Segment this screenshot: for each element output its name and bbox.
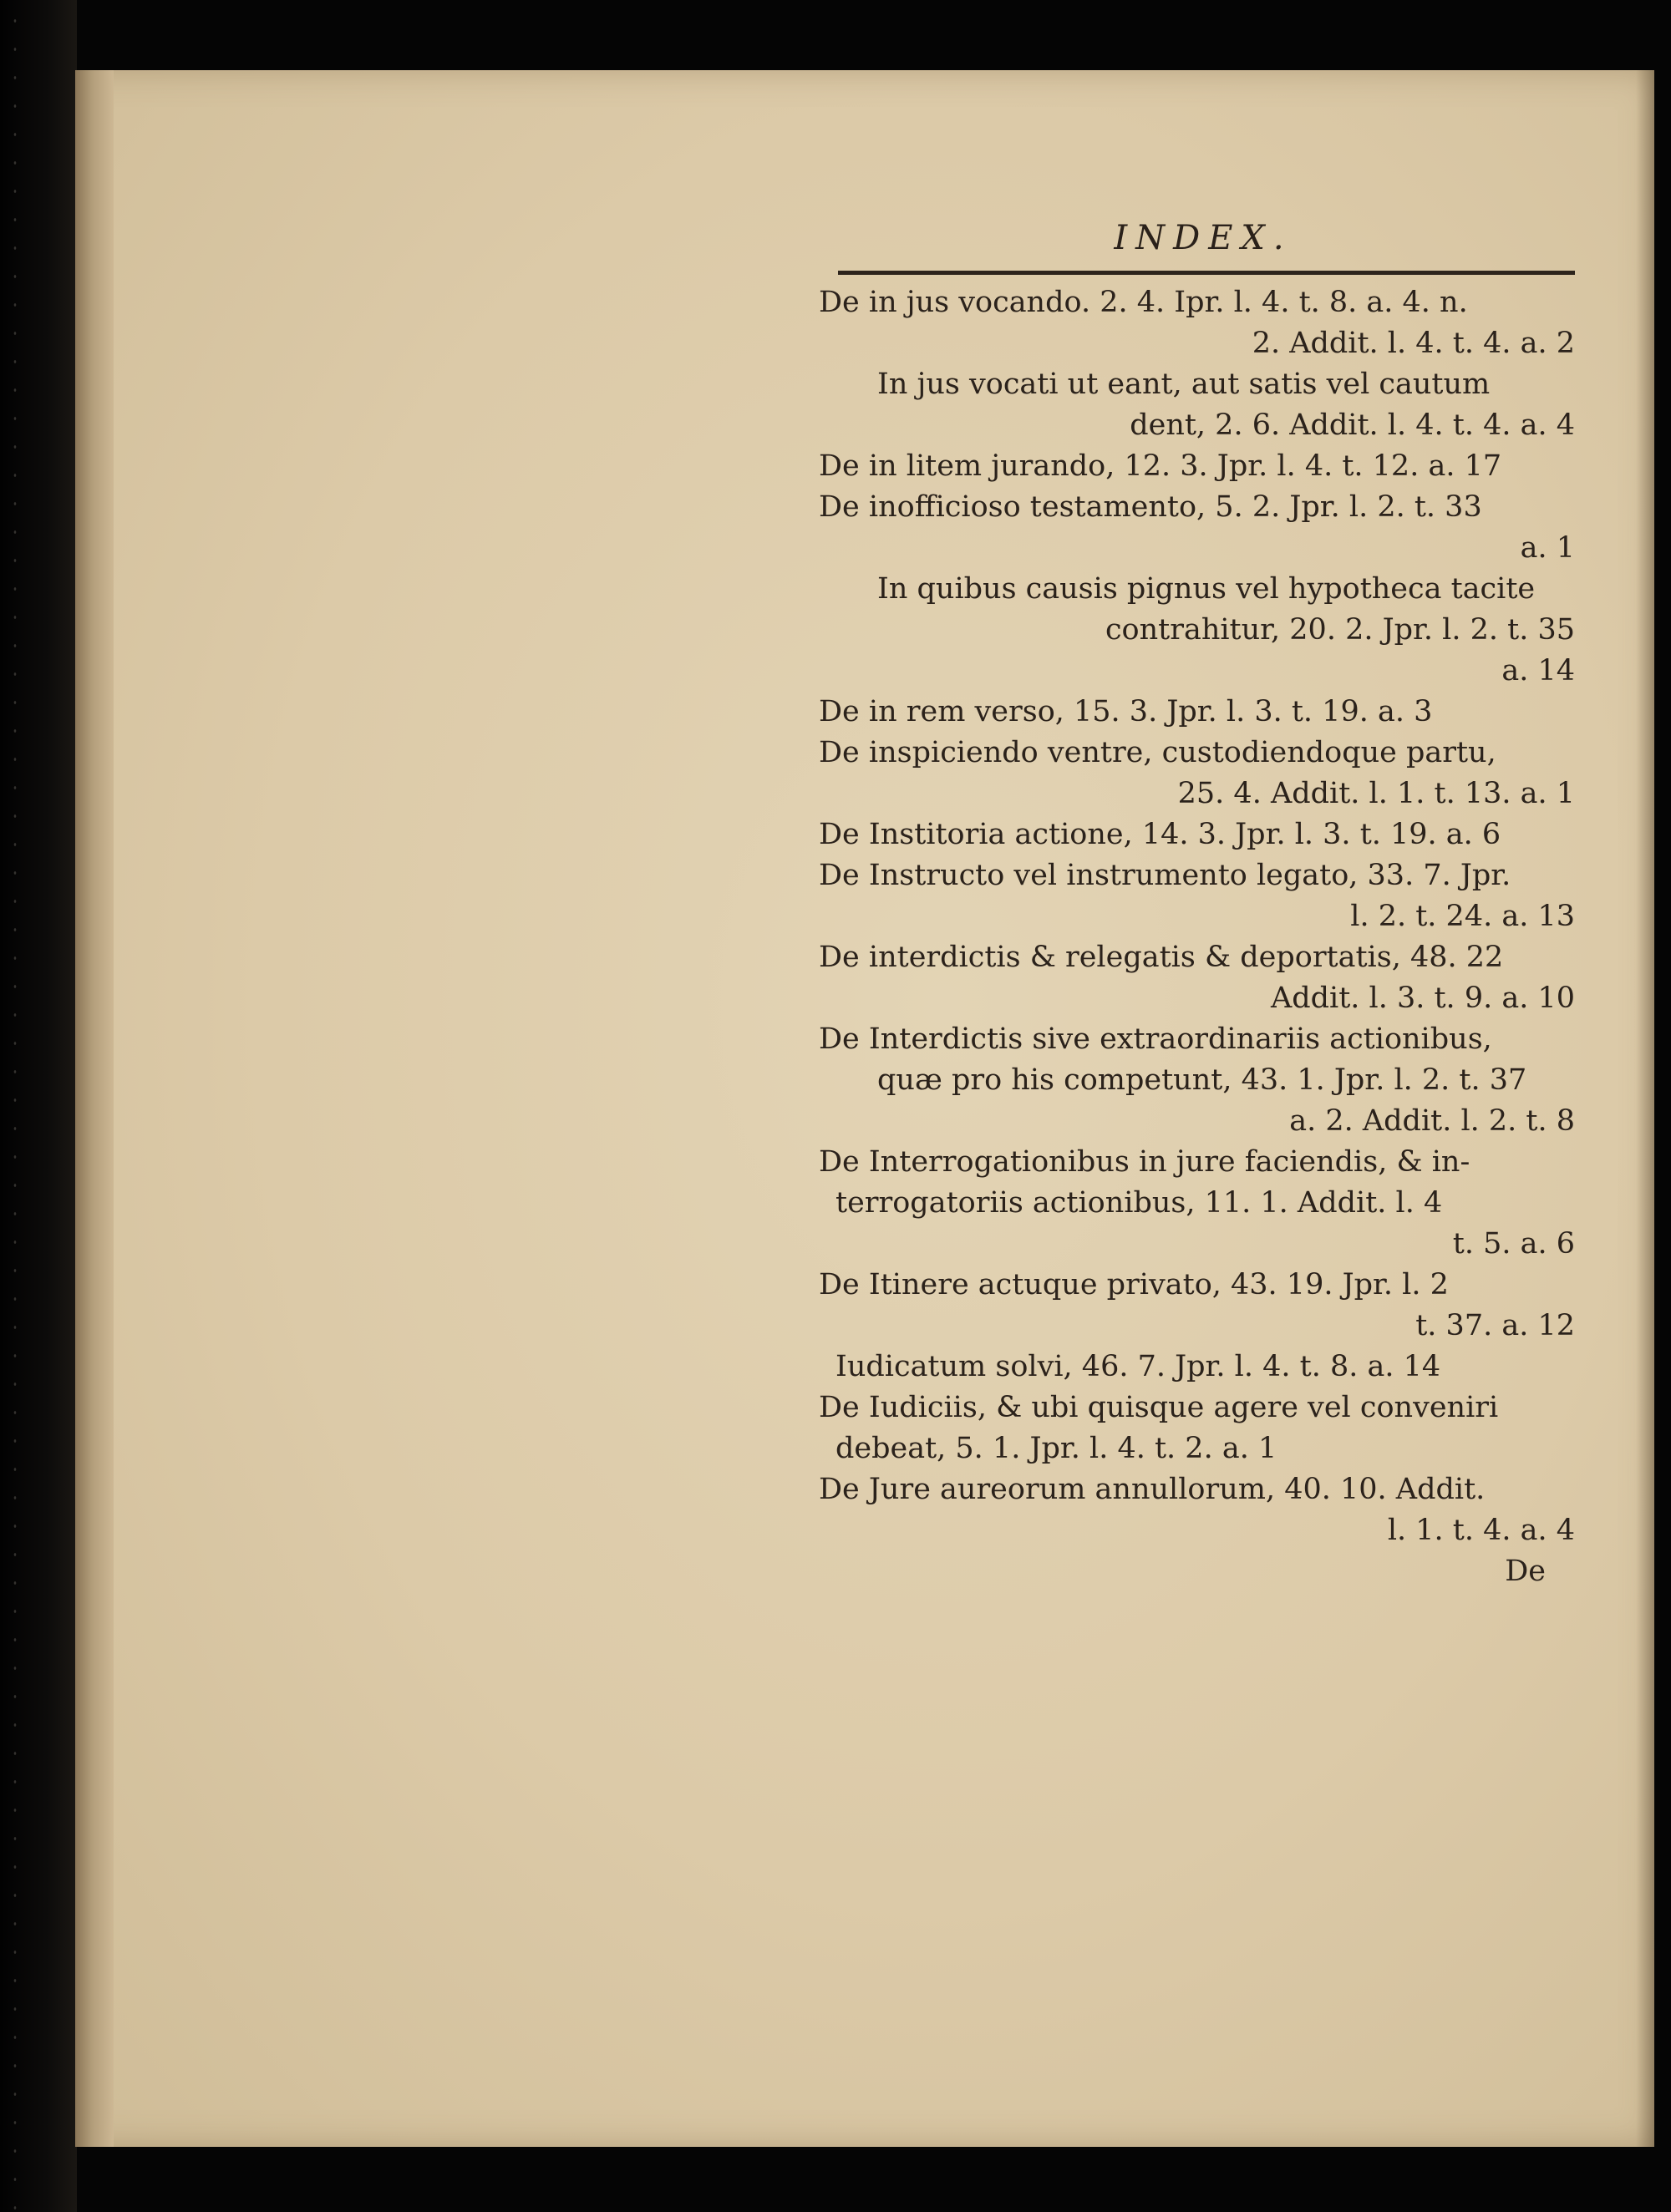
index-line: De Itinere actuque privato, 43. 19. Jpr. l. 2 — [819, 1268, 1449, 1301]
page-binding — [75, 70, 114, 2147]
index-list — [819, 282, 1579, 1592]
index-line: l. 2. t. 24. a. 13 — [1350, 900, 1575, 933]
index-line: a. 1 — [1520, 531, 1575, 565]
index-line: dent, 2. 6. Addit. l. 4. t. 4. a. 4 — [1130, 408, 1575, 442]
index-line: a. 2. Addit. l. 2. t. 8 — [1289, 1104, 1575, 1138]
index-line: De in jus vocando. 2. 4. Ipr. l. 4. t. 8. a. 4. n. — [819, 286, 1468, 319]
index-line: De Iudiciis, & ubi quisque agere vel conveniri — [819, 1391, 1499, 1424]
index-line: De Interrogationibus in jure faciendis, & in- — [819, 1145, 1470, 1179]
index-line: De Jure aureorum annullorum, 40. 10. Addit. — [819, 1473, 1486, 1506]
index-line: quæ pro his competunt, 43. 1. Jpr. l. 2. t. 37 — [877, 1063, 1527, 1097]
page-header: INDEX. — [1114, 219, 1293, 257]
index-line: De interdictis & relegatis & deportatis, 48. 22 — [819, 941, 1504, 974]
index-line: De inofficioso testamento, 5. 2. Jpr. l. 2. t. 33 — [819, 490, 1482, 524]
index-line: In jus vocati ut eant, aut satis vel cautum — [877, 368, 1491, 401]
index-line: t. 5. a. 6 — [1452, 1227, 1575, 1261]
index-line: Iudicatum solvi, 46. 7. Jpr. l. 4. t. 8. a. 14 — [836, 1350, 1441, 1383]
index-line: terrogatoriis actionibus, 11. 1. Addit. l. 4 — [836, 1186, 1443, 1220]
index-line: 25. 4. Addit. l. 1. t. 13. a. 1 — [1177, 777, 1575, 810]
header-rule — [838, 271, 1575, 275]
index-line: De Instructo vel instrumento legato, 33. 7. Jpr. — [819, 859, 1511, 892]
index-line: contrahitur, 20. 2. Jpr. l. 2. t. 35 — [1105, 613, 1575, 647]
scanner-dots — [0, 0, 33, 2212]
index-line: In quibus causis pignus vel hypotheca tacite — [877, 572, 1536, 606]
index-line: De in rem verso, 15. 3. Jpr. l. 3. t. 19. a. 3 — [819, 695, 1433, 728]
index-line: 2. Addit. l. 4. t. 4. a. 2 — [1252, 327, 1575, 360]
index-line: t. 37. a. 12 — [1415, 1309, 1575, 1342]
index-line: De Interdictis sive extraordinariis actionibus, — [819, 1022, 1492, 1056]
catchword: De — [1505, 1555, 1546, 1588]
index-line: De Institoria actione, 14. 3. Jpr. l. 3. t. 19. a. 6 — [819, 818, 1501, 851]
index-line: De inspiciendo ventre, custodiendoque partu, — [819, 736, 1496, 769]
index-line: debeat, 5. 1. Jpr. l. 4. t. 2. a. 1 — [836, 1432, 1277, 1465]
page-edge-shadow — [1636, 70, 1654, 2147]
index-line: Addit. l. 3. t. 9. a. 10 — [1270, 982, 1575, 1015]
index-line: De in litem jurando, 12. 3. Jpr. l. 4. t. 12. a. 17 — [819, 449, 1502, 483]
index-line: l. 1. t. 4. a. 4 — [1387, 1514, 1575, 1547]
index-line: a. 14 — [1501, 654, 1575, 687]
